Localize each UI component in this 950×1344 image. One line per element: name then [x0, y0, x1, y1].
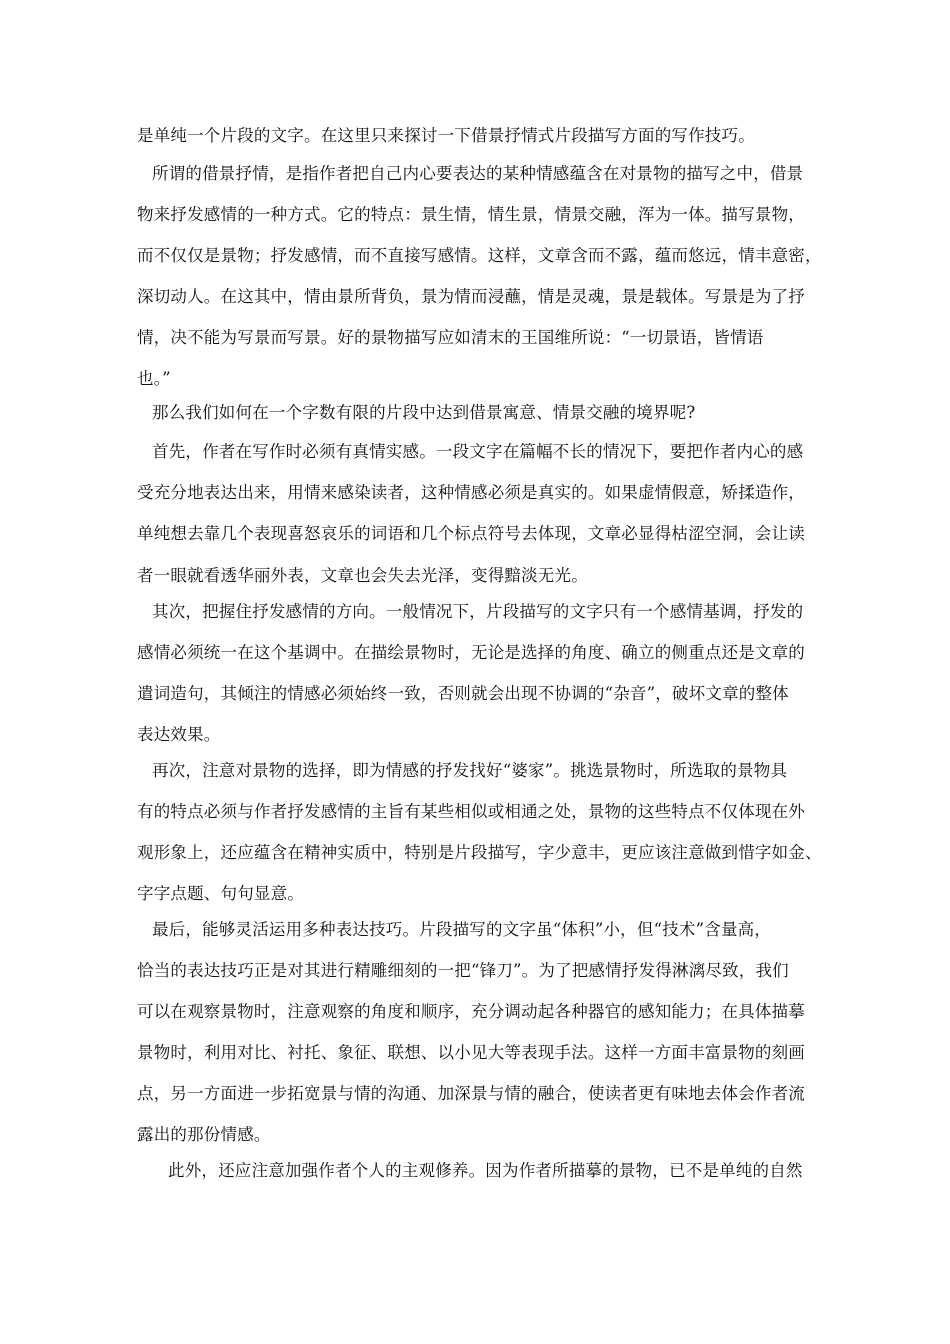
- text-line-7: 也。”: [137, 369, 171, 388]
- text-line-20: 字字点题、句句显意。: [137, 884, 304, 903]
- text-line-26: 露出的那份情感。: [137, 1125, 271, 1144]
- text-line-27: 此外，还应注意加强作者个人的主观修养。因为作者所描摹的景物，已不是单纯的自然: [168, 1161, 803, 1180]
- text-line-8: 那么我们如何在一个字数有限的片段中达到借景寓意、情景交融的境界呢?: [152, 403, 696, 422]
- text-line-11: 单纯想去靠几个表现喜怒哀乐的词语和几个标点符号去体现，文章必显得枯涩空洞，会让读: [137, 524, 805, 543]
- text-line-3: 物来抒发感情的一种方式。它的特点：景生情，情生景，情景交融，浑为一体。描写景物，: [137, 205, 805, 224]
- text-line-2: 所谓的借景抒情，是指作者把自己内心要表达的某种情感蕴含在对景物的描写之中，借景: [152, 164, 804, 183]
- text-line-25: 点，另一方面进一步拓宽景与情的沟通、加深景与情的融合，使读者更有味地去体会作者流: [137, 1084, 805, 1103]
- text-line-9: 首先，作者在写作时必须有真情实感。一段文字在篇幅不长的情况下，要把作者内心的感: [152, 442, 804, 461]
- text-line-16: 表达效果。: [137, 725, 221, 744]
- text-line-19: 观形象上，还应蕴含在精神实质中，特别是片段描写，字少意丰，更应该注意做到惜字如金、: [137, 843, 822, 862]
- text-line-5: 深切动人。在这其中，情由景所背负，景为情而浸蘸，情是灵魂，景是载体。写景是为了抒: [137, 287, 805, 306]
- text-line-18: 有的特点必须与作者抒发感情的主旨有某些相似或相通之处，景物的这些特点不仅体现在外: [137, 802, 805, 821]
- text-line-4: 而不仅仅是景物；抒发感情，而不直接写感情。这样，文章含而不露，蕴而悠远，情丰意密，: [137, 246, 822, 265]
- text-line-10: 受充分地表达出来，用情来感染读者，这种情感必须是真实的。如果虚情假意，矫揉造作，: [137, 483, 805, 502]
- text-line-13: 其次，把握住抒发感情的方向。一般情况下，片段描写的文字只有一个感情基调，抒发的: [152, 602, 804, 621]
- text-line-15: 遣词造句，其倾注的情感必须始终一致，否则就会出现不协调的“杂音”，破坏文章的整体: [137, 684, 789, 703]
- text-line-14: 感情必须统一在这个基调中。在描绘景物时，无论是选择的角度、确立的侧重点还是文章的: [137, 643, 805, 662]
- text-line-17: 再次，注意对景物的选择，即为情感的抒发找好“婆家”。挑选景物时，所选取的景物具: [152, 761, 788, 780]
- text-line-1: 是单纯一个片段的文字。在这里只来探讨一下借景抒情式片段描写方面的写作技巧。: [137, 126, 755, 145]
- text-line-12: 者一眼就看透华丽外表，文章也会失去光泽，变得黯淡无光。: [137, 566, 588, 585]
- text-line-23: 可以在观察景物时，注意观察的角度和顺序，充分调动起各种器官的感知能力；在具体描摹: [137, 1002, 805, 1021]
- text-line-24: 景物时，利用对比、衬托、象征、联想、以小见大等表现手法。这样一方面丰富景物的刻画: [137, 1043, 805, 1062]
- text-line-22: 恰当的表达技巧正是对其进行精雕细刻的一把“锋刀”。为了把感情抒发得淋漓尽致，我们: [137, 961, 789, 980]
- text-line-6: 情，决不能为写景而写景。好的景物描写应如清末的王国维所说：“一切景语，皆情语: [137, 328, 764, 347]
- text-line-21: 最后，能够灵活运用多种表达技巧。片段描写的文字虽“体积”小，但“技术”含量高，: [152, 920, 772, 939]
